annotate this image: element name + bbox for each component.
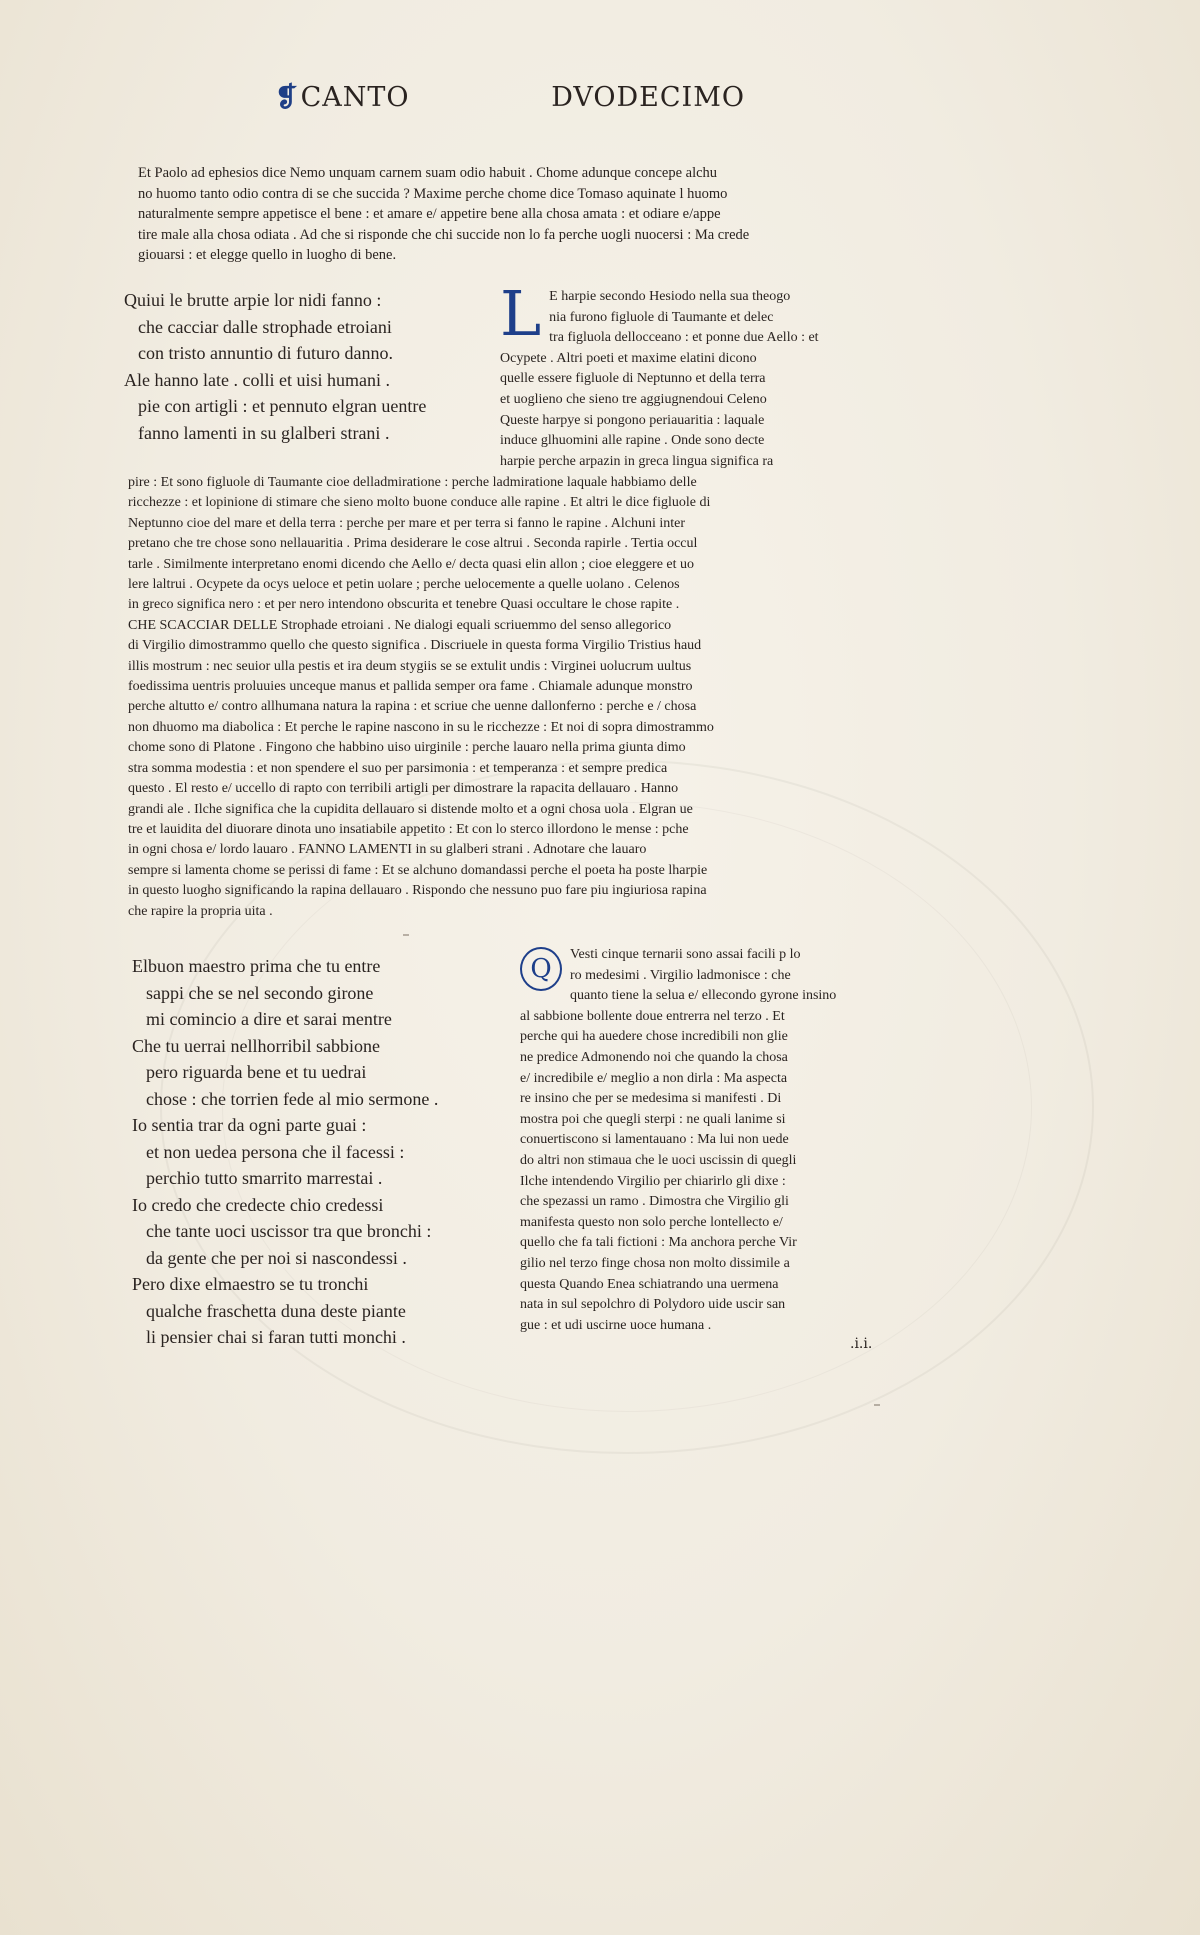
canto-label	[275, 82, 410, 113]
initial-letter-l: L	[500, 277, 542, 350]
body-line: lere laltrui . Ocypete da ocys ueloce et petin uolare ; perche uelocemente a quelle uolano . Celenos	[128, 577, 680, 593]
body-line: illis mostrum : nec seuior ulla pestis et ira deum stygiis se se extulit undis : Virginei uolucrum uultus	[128, 658, 692, 674]
body-line: perche altutto e/ contro allhumana natura la rapina : et scriue che uenne dallonferno : perche e / chosa	[128, 699, 697, 715]
intro-line: tire male alla chosa odiata . Ad che si risponde che chi succide non lo fa perche uogli nuocersi : Ma crede	[138, 226, 750, 243]
verse-line: che tante uoci uscissor tra que bronchi :	[146, 1221, 432, 1241]
comment-line: gilio nel terzo finge chosa non molto dissimile a	[520, 1255, 790, 1271]
verse-line: perchio tutto smarrito marrestai .	[146, 1168, 383, 1188]
intro-commentary	[138, 163, 868, 266]
comment-line: Ocypete . Altri poeti et maxime elatini dicono	[500, 350, 757, 366]
canto-word: CANTO	[300, 82, 410, 113]
comment-line: Ilche intendendo Virgilio per chiarirlo gli dixe :	[520, 1173, 786, 1189]
comment-line: nia furono figluole di Taumante et delec	[549, 309, 774, 325]
comment-line: e/ incredibile e/ meglio a non dirla : Ma aspecta	[520, 1070, 788, 1086]
verse-line: Quiui le brutte arpie lor nidi fanno :	[124, 290, 382, 310]
body-line: in greco significa nero : et per nero intendono obscurita et tenebre Quasi occultare le chose rapite .	[128, 597, 680, 613]
comment-line: quanto tiene la selua e/ ellecondo gyrone insino	[570, 988, 837, 1004]
intro-line: naturalmente sempre appetisce el bene : et amare e/ appetire bene alla chosa amata : et odiare e/appe	[138, 206, 721, 223]
body-line: che rapire la propria uita .	[128, 903, 273, 919]
body-line: tarle . Similmente interpretano enomi dicendo che Aello e/ decta quasi elin allon ; cioe eleggere et uo	[128, 556, 695, 572]
ink-speck	[403, 934, 409, 936]
verse-line: pie con artigli : et pennuto elgran uentre	[138, 396, 427, 416]
body-line: ricchezze : et lopinione di stimare che sieno molto buone conduce alle rapine . Et altri le dice figluole di	[128, 495, 711, 511]
body-line: in ogni chosa e/ lordo lauaro . FANNO LAMENTI in su glalberi strani . Adnotare che lauaro	[128, 842, 647, 858]
verse-line: mi comincio a dire et sarai mentre	[146, 1009, 392, 1029]
comment-line: Vesti cinque ternarii sono assai facili p lo	[570, 947, 801, 962]
verse-line: et non uedea persona che il facessi :	[146, 1141, 405, 1162]
comment-line: et uoglieno che sieno tre aggiugnendoui Celeno	[500, 391, 767, 407]
intro-line: giouarsi : et elegge quello in luogho di bene.	[138, 247, 397, 264]
body-line: stra somma modestia : et non spendere el suo per parsimonia : et temperanza : et sempre predica	[128, 760, 668, 776]
verse-line: li pensier chai si faran tutti monchi .	[146, 1327, 406, 1347]
body-line: questo . El resto e/ uccello di rapto con terribili artigli per dimostrare la rapacita dellauaro . Hanno	[128, 781, 679, 797]
comment-line: gue : et udi uscirne uoce humana .	[520, 1317, 712, 1333]
signature-mark: .i.i.	[850, 1336, 873, 1352]
commentary-block-1	[500, 277, 870, 472]
pilcrow-icon: ❡	[275, 82, 299, 113]
verse-block-1	[124, 287, 499, 446]
verse-line: chose : che torrien fede al mio sermone .	[146, 1088, 439, 1109]
comment-line: induce glhuomini alle rapine . Onde sono decte	[500, 433, 765, 449]
comment-line: nata in sul sepolchro di Polydoro uide uscir san	[520, 1297, 786, 1313]
commentary-block-2	[520, 945, 890, 1336]
body-line: di Virgilio dimostrammo quello che questo significa . Discriuele in questa forma Virgilio Tristius haud	[128, 638, 702, 654]
page-header	[275, 82, 745, 122]
comment-line: E harpie secondo Hesiodo nella sua theogo	[549, 289, 791, 304]
body-line: foedissima uentris proluuies unceque manus et pallida semper ora fame . Chiamale adunque monstro	[128, 679, 693, 695]
comment-line: quelle essere figluole di Neptunno et della terra	[500, 371, 766, 387]
initial-letter-q: Q	[520, 947, 562, 991]
comment-line: harpie perche arpazin in greca lingua significa ra	[500, 453, 774, 469]
body-line: grandi ale . Ilche significa che la cupidita dellauaro si distende molto et a ogni chosa uola . Elgran ue	[128, 801, 693, 817]
comment-line: manifesta questo non solo perche lontellecto e/	[520, 1214, 783, 1230]
verse-line: Elbuon maestro prima che tu entre	[132, 956, 381, 976]
verse-line: Ale hanno late . colli et uisi humani .	[124, 369, 390, 390]
comment-line: questa Quando Enea schiatrando una uermena	[520, 1276, 779, 1292]
comment-line: tra figluola dellocceano : et ponne due Aello : et	[549, 330, 819, 346]
comment-line: ne predice Admonendo noi che quando la chosa	[520, 1049, 788, 1065]
verse-line: fanno lamenti in su glalberi strani .	[138, 422, 390, 443]
comment-line: perche qui ha auedere chose incredibili non glie	[520, 1029, 788, 1045]
comment-line: quello che fa tali fictioni : Ma anchora perche Vir	[520, 1235, 797, 1251]
intro-line: Et Paolo ad ephesios dice Nemo unquam carnem suam odio habuit . Chome adunque concepe alchu	[138, 165, 718, 181]
verse-line: Pero dixe elmaestro se tu tronchi	[132, 1274, 369, 1294]
comment-line: ro medesimi . Virgilio ladmonisce : che	[570, 967, 791, 983]
ink-speck	[874, 1404, 880, 1406]
verse-line: pero riguarda bene et tu uedrai	[146, 1062, 367, 1082]
canto-title: DVODECIMO	[551, 82, 745, 113]
body-line: chome sono di Platone . Fingono che habbino uiso uirginile : perche lauaro nella prima giunta dimo	[128, 740, 686, 756]
verse-line: da gente che per noi si nascondessi .	[146, 1247, 407, 1268]
body-line: sempre si lamenta chome se perissi di fame : Et se alchuno domandassi perche el poeta ha poste lharpie	[128, 862, 708, 878]
verse-line: con tristo annuntio di futuro danno.	[138, 343, 393, 363]
verse-line: Che tu uerrai nellhorribil sabbione	[132, 1035, 380, 1056]
verse-line: Io credo che credecte chio credessi	[132, 1194, 384, 1215]
body-line: non dhuomo ma diabolica : Et perche le rapine nascono in su le ricchezze : Et noi di sopra dimostrammo	[128, 719, 714, 735]
verse-line: che cacciar dalle strophade etroiani	[138, 316, 392, 337]
intro-line: no huomo tanto odio contra di se che succida ? Maxime perche chome dice Tomaso aquinate l huomo	[138, 185, 728, 202]
comment-line: al sabbione bollente doue entrerra nel terzo . Et	[520, 1008, 785, 1024]
verse-line: sappi che se nel secondo girone	[146, 982, 374, 1003]
body-line: CHE SCACCIAR DELLE Strophade etroiani . Ne dialogi equali scriuemmo del senso allegorico	[128, 617, 672, 633]
comment-line: do altri non stimaua che le uoci uscissin di quegli	[520, 1152, 797, 1168]
comment-line: Queste harpye si pongono periauaritia : laquale	[500, 412, 765, 428]
verse-line: Io sentia trar da ogni parte guai :	[132, 1115, 367, 1135]
verse-line: qualche fraschetta duna deste piante	[146, 1300, 406, 1321]
body-line: in questo luogho significando la rapina dellauaro . Rispondo che nessuno puo fare piu ingiuriosa rapina	[128, 883, 707, 899]
verse-block-2	[132, 953, 522, 1351]
body-line: pire : Et sono figluole di Taumante cioe delladmiratione : perche ladmiratione laquale habbiamo delle	[128, 475, 697, 490]
comment-line: mostra poi che quegli sterpi : ne quali lanime si	[520, 1111, 786, 1127]
body-line: tre et lauidita del diuorare dinota uno insatiabile appetito : Et con lo sterco illordono le mense : pche	[128, 821, 689, 837]
comment-line: che spezassi un ramo . Dimostra che Virgilio gli	[520, 1194, 789, 1210]
comment-line: re insino che per se medesima si manifesti . Di	[520, 1091, 782, 1107]
body-line: pretano che tre chose sono nellauaritia . Prima desiderare le cose altrui . Seconda rapirle . Tertia occul	[128, 536, 698, 552]
body-line: Neptunno cioe del mare et della terra : perche per mare et per terra si fanno le rapine . Alchuni inter	[128, 515, 686, 531]
commentary-body	[128, 473, 878, 922]
comment-line: conuertiscono si lamentauano : Ma lui non uede	[520, 1132, 789, 1148]
